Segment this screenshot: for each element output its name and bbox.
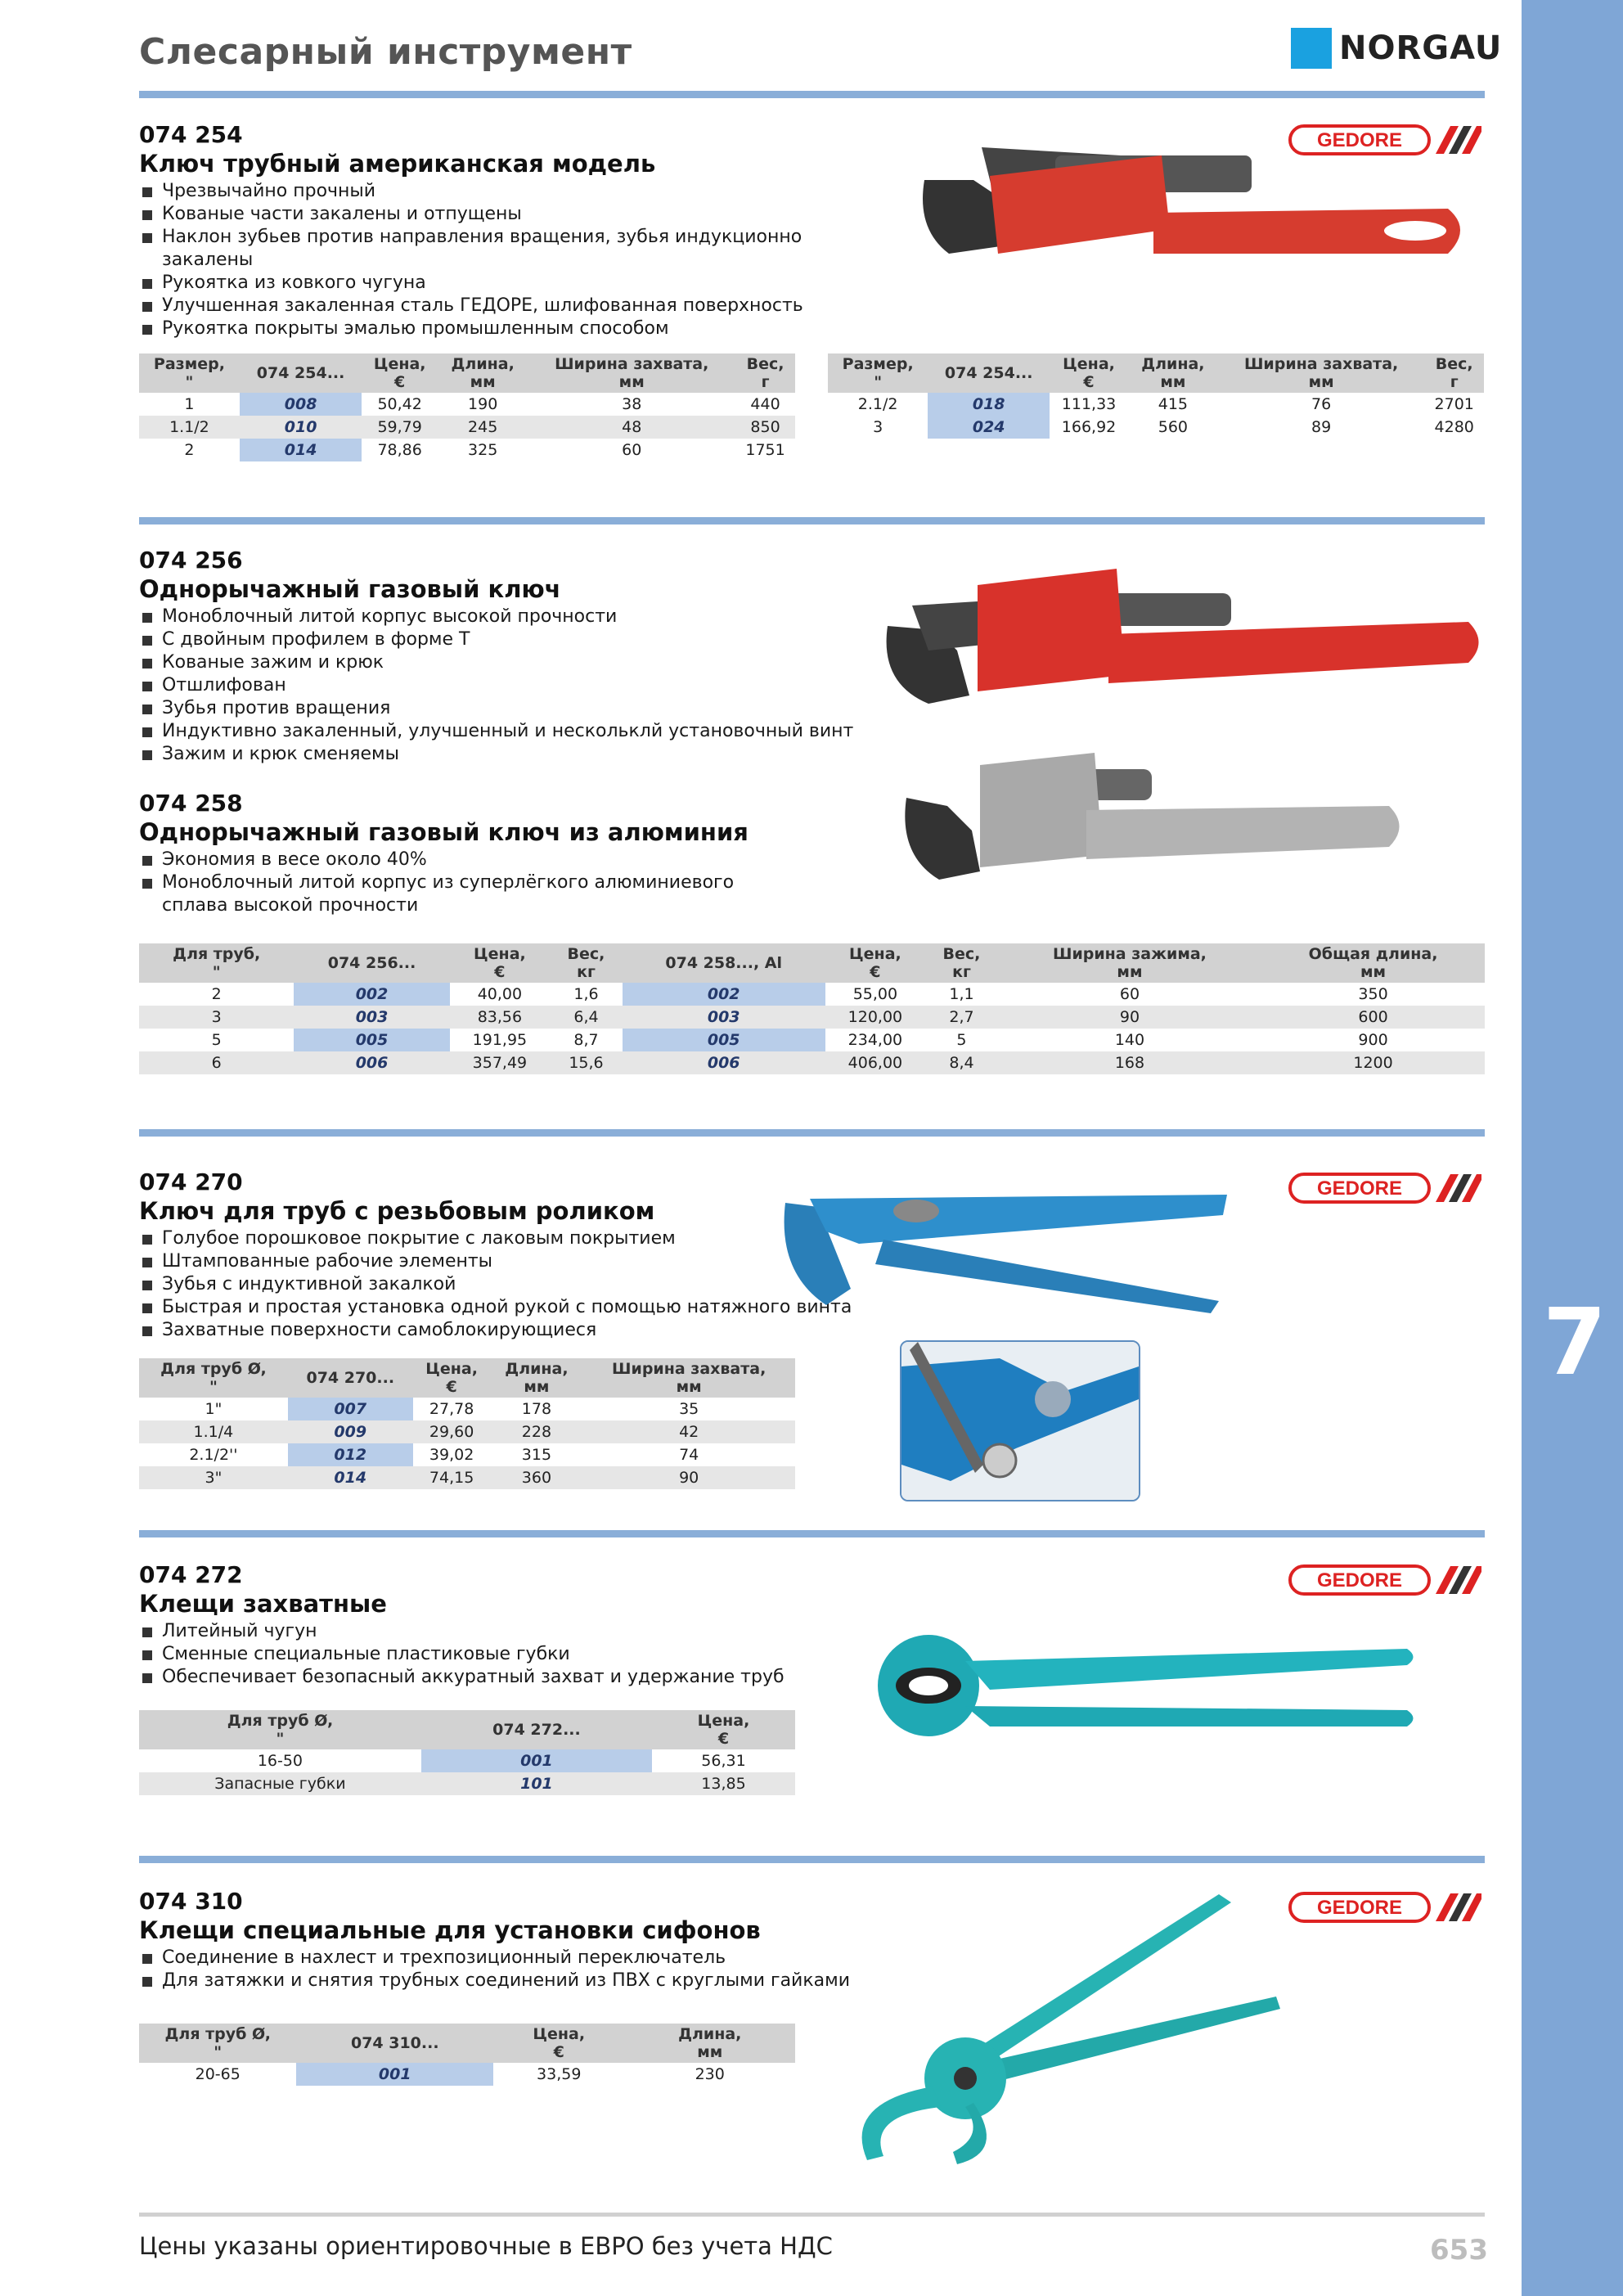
product-name: Ключ трубный американская модель [139, 150, 656, 178]
table-cell: 600 [1261, 1006, 1485, 1029]
table-cell: 39,02 [429, 1446, 474, 1464]
table-cell: 13,85 [652, 1772, 795, 1795]
table-cell: € [1083, 373, 1095, 391]
product-name: Однорычажный газовый ключ [139, 575, 561, 603]
article-number-cell: 010 [240, 416, 362, 439]
column-header [491, 1358, 583, 1398]
article-number-cell: 005 [623, 1029, 825, 1051]
table-cell: 8,7 [573, 1031, 599, 1049]
section-divider [139, 1530, 1485, 1537]
product-name: Клещи захватные [139, 1590, 387, 1618]
column-header: 074 272... [421, 1710, 652, 1749]
table-cell: кг [577, 963, 596, 981]
column-header [1424, 353, 1484, 393]
feature-item: Моноблочный литой корпус из суперлёгкого алюминиевого сплава высокой прочности [139, 871, 761, 917]
table-cell: 1.1/4 [139, 1420, 288, 1443]
table-row [139, 1029, 1485, 1051]
column-header: 074 310... [296, 2024, 493, 2063]
article-number-cell: 006 [623, 1051, 825, 1074]
table-cell: 191,95 [472, 1031, 528, 1049]
table-cell: Для труб Ø, [164, 2025, 271, 2043]
table-cell: мм [697, 2043, 723, 2061]
table-cell: мм [676, 1378, 702, 1396]
article-number-cell: 012 [288, 1443, 413, 1466]
table-cell: € [870, 963, 881, 981]
column-header [438, 353, 528, 393]
feature-item: Наклон зубьев против направления вращения, зубья индукционно закалены [139, 226, 875, 272]
article-number-cell: 008 [240, 393, 362, 416]
column-header [825, 943, 926, 983]
spec-table-074270 [139, 1358, 795, 1489]
norgau-logo: NORGAU [1339, 29, 1503, 67]
product-code: 074 310 [139, 1888, 243, 1915]
gedore-logo [1288, 1172, 1481, 1204]
feature-item: Рукоятка покрыты эмалью промышленным способом [139, 317, 875, 340]
article-number-cell: 003 [294, 1006, 449, 1029]
table-cell: 415 [1158, 395, 1188, 413]
table-cell: 20-65 [195, 2065, 241, 2083]
table-cell: мм [1308, 373, 1334, 391]
feature-list [139, 1947, 875, 1992]
table-cell: 27,78 [429, 1400, 474, 1418]
chapter-sidebar [1522, 0, 1623, 2296]
table-cell: 89 [1311, 418, 1332, 436]
table-cell: " [874, 373, 883, 391]
table-cell: Размер, [153, 355, 225, 373]
feature-item: Экономия в весе около 40% [139, 849, 761, 871]
red-pipe-wrench-image [908, 131, 1464, 295]
column-header [652, 1710, 795, 1749]
section-divider [139, 1129, 1485, 1137]
article-number-cell: 018 [928, 393, 1050, 416]
table-cell: 55,00 [852, 985, 898, 1003]
column-header [828, 353, 928, 393]
article-number-cell: 003 [623, 1006, 825, 1029]
table-cell: 2 [184, 441, 195, 459]
article-number-cell: 007 [288, 1398, 413, 1420]
table-row [139, 1443, 795, 1466]
table-cell: Ширина зажима, [1052, 945, 1207, 963]
feature-item: Улучшенная закаленная сталь ГЕДОРЕ, шлифованная поверхность [139, 295, 875, 317]
table-row [139, 1420, 795, 1443]
feature-item: Отшлифован [139, 674, 875, 697]
feature-list [139, 1620, 875, 1689]
table-cell: 90 [582, 1466, 795, 1489]
section-divider [139, 517, 1485, 524]
table-cell: 33,59 [537, 2065, 582, 2083]
table-cell: 357,49 [450, 1051, 551, 1074]
product-name: Однорычажный газовый ключ из алюминия [139, 818, 749, 846]
table-row [139, 1749, 795, 1772]
feature-item: Соединение в нахлест и трехпозиционный переключатель [139, 1947, 875, 1970]
table-row [139, 983, 1485, 1006]
table-row [828, 416, 1484, 439]
table-row [139, 439, 795, 461]
table-cell: Для труб Ø, [160, 1360, 267, 1378]
table-cell: 560 [1158, 418, 1188, 436]
table-cell: Длина, [1141, 355, 1205, 373]
table-cell: " [212, 963, 221, 981]
table-cell: 16-50 [257, 1752, 303, 1770]
price-note: Цены указаны ориентировочные в ЕВРО без учета НДС [139, 2232, 833, 2260]
feature-item: Зажим и крюк сменяемы [139, 743, 875, 766]
table-cell: Ширина захвата, [555, 355, 709, 373]
table-cell: 360 [491, 1466, 583, 1489]
table-cell: Цена, [474, 945, 526, 963]
grip-pliers-image [867, 1624, 1415, 1747]
article-number-cell: 014 [240, 439, 362, 461]
column-header [413, 1358, 491, 1398]
table-cell: Ширина захвата, [612, 1360, 767, 1378]
column-header [925, 943, 998, 983]
article-number-cell: 014 [288, 1466, 413, 1489]
column-header [998, 943, 1261, 983]
table-cell: 38 [622, 395, 642, 413]
article-number-cell: 009 [288, 1420, 413, 1443]
column-header [1128, 353, 1218, 393]
table-cell: 2,7 [925, 1006, 998, 1029]
table-cell: Цена, [533, 2025, 586, 2043]
column-header [735, 353, 795, 393]
table-cell: 42 [582, 1420, 795, 1443]
table-cell: Цена, [373, 355, 426, 373]
table-cell: " [276, 1730, 285, 1748]
feature-list [139, 180, 875, 340]
table-cell: 5 [956, 1031, 967, 1049]
column-header [139, 1358, 288, 1398]
detail-photo [900, 1340, 1140, 1501]
table-cell: 4280 [1434, 418, 1474, 436]
gedore-logo-text: GEDORE [1316, 1897, 1403, 1919]
feature-item: Обеспечивает безопасный аккуратный захват и удержание труб [139, 1666, 875, 1689]
table-cell: 1751 [745, 441, 785, 459]
article-number-cell: 024 [928, 416, 1050, 439]
article-number-cell: 001 [421, 1749, 652, 1772]
wrench-jaw-detail-image [901, 1342, 1139, 1500]
table-cell: 2701 [1434, 395, 1474, 413]
product-code: 074 256 [139, 547, 243, 574]
article-number-cell: 002 [623, 983, 825, 1006]
table-cell: 120,00 [825, 1006, 926, 1029]
product-code: 074 272 [139, 1561, 243, 1588]
table-cell: Общая длина, [1308, 945, 1438, 963]
column-header: 074 254... [240, 353, 362, 393]
feature-item: Индуктивно закаленный, улучшенный и нескольклй установочный винт [139, 720, 875, 743]
table-cell: 5 [211, 1031, 222, 1049]
product-code: 074 270 [139, 1168, 243, 1195]
table-cell: кг [952, 963, 971, 981]
table-cell: 315 [521, 1446, 552, 1464]
spec-table-074254-b [828, 353, 1484, 439]
table-cell: 166,92 [1061, 418, 1117, 436]
spec-table-074254-a [139, 353, 795, 461]
feature-item: Штампованные рабочие элементы [139, 1250, 875, 1273]
table-cell: Ширина захвата, [1243, 355, 1399, 373]
table-row [139, 416, 795, 439]
table-cell: Цена, [1063, 355, 1115, 373]
table-cell: 29,60 [413, 1420, 491, 1443]
gedore-logo [1288, 1891, 1481, 1924]
table-cell: Длина, [451, 355, 515, 373]
table-cell: 1200 [1261, 1051, 1485, 1074]
table-cell: 1 [184, 395, 195, 413]
table-cell: 74,15 [413, 1466, 491, 1489]
aluminum-gas-wrench-image [898, 749, 1405, 888]
column-header [1050, 353, 1128, 393]
column-header [493, 2024, 624, 2063]
product-code: 074 258 [139, 790, 243, 817]
column-header [624, 2024, 795, 2063]
table-cell: 230 [695, 2065, 725, 2083]
feature-item: С двойным профилем в форме Т [139, 628, 875, 651]
table-cell: € [494, 963, 506, 981]
table-cell: г [1450, 373, 1459, 391]
table-cell: € [446, 1378, 457, 1396]
table-cell: Длина, [505, 1360, 569, 1378]
page-title: Слесарный инструмент [139, 31, 632, 73]
column-header [139, 1710, 421, 1749]
table-cell: 90 [998, 1006, 1261, 1029]
table-cell: " [209, 1378, 218, 1396]
column-header: 074 270... [288, 1358, 413, 1398]
article-number-cell: 005 [294, 1029, 449, 1051]
feature-item: Зубья против вращения [139, 697, 875, 720]
table-row [139, 1398, 795, 1420]
table-cell: 6,4 [550, 1006, 623, 1029]
column-header [1218, 353, 1425, 393]
table-cell: Запасные губки [139, 1772, 421, 1795]
red-gas-wrench-image [879, 560, 1485, 712]
column-header [582, 1358, 795, 1398]
norgau-logo-square [1291, 28, 1332, 69]
table-cell: 2.1/2 [857, 395, 898, 413]
table-cell: 15,6 [550, 1051, 623, 1074]
article-number-cell: 006 [294, 1051, 449, 1074]
feature-item: Захватные поверхности самоблокирующиеся [139, 1319, 875, 1342]
feature-list [139, 849, 761, 917]
table-cell: 74 [679, 1446, 699, 1464]
column-header [362, 353, 438, 393]
feature-item: Быстрая и простая установка одной рукой с помощью натяжного винта [139, 1296, 875, 1319]
spec-table-074310 [139, 2024, 795, 2086]
page-number: 653 [1430, 2234, 1488, 2267]
table-cell: 245 [438, 416, 528, 439]
table-cell: 190 [468, 395, 498, 413]
product-name: Ключ для труб с резьбовым роликом [139, 1197, 655, 1225]
article-number-cell: 001 [296, 2063, 493, 2086]
table-cell: Вес, [942, 945, 981, 963]
gedore-logo-text: GEDORE [1316, 129, 1403, 151]
table-cell: 78,86 [377, 441, 422, 459]
feature-item: Для затяжки и снятия трубных соединений из ПВХ с круглыми гайками [139, 1970, 875, 1992]
table-cell: мм [1360, 963, 1387, 981]
table-cell: 900 [1358, 1031, 1388, 1049]
table-cell: 325 [468, 441, 498, 459]
product-name: Клещи специальные для установки сифонов [139, 1916, 761, 1944]
table-cell: 1,1 [949, 985, 974, 1003]
table-cell: € [717, 1730, 730, 1748]
table-cell: Цена, [697, 1712, 750, 1730]
section-divider [139, 91, 1485, 98]
gedore-logo [1288, 1564, 1481, 1596]
table-cell: " [185, 373, 194, 391]
table-cell: 178 [521, 1400, 552, 1418]
spec-table-074272 [139, 1710, 795, 1795]
table-cell: 59,79 [362, 416, 438, 439]
column-header: 074 258..., Al [623, 943, 825, 983]
table-cell: € [553, 2043, 564, 2061]
table-cell: 2.1/2'' [189, 1446, 238, 1464]
table-cell: мм [1160, 373, 1186, 391]
table-cell: 440 [750, 395, 780, 413]
feature-item: Рукоятка из ковкого чугуна [139, 272, 875, 295]
table-cell: 111,33 [1061, 395, 1117, 413]
table-cell: Вес, [746, 355, 785, 373]
table-cell: 1.1/2 [139, 416, 240, 439]
table-row [828, 393, 1484, 416]
column-header [528, 353, 735, 393]
blue-pipe-wrench-image [777, 1182, 1235, 1313]
article-number-cell: 002 [294, 983, 449, 1006]
table-cell: мм [1117, 963, 1143, 981]
feature-item: Моноблочный литой корпус высокой прочности [139, 606, 875, 628]
column-header [139, 2024, 296, 2063]
table-cell: 60 [622, 441, 642, 459]
table-cell: 40,00 [477, 985, 523, 1003]
table-cell: 60 [1119, 985, 1140, 1003]
table-cell: 48 [528, 416, 735, 439]
column-header: 074 254... [928, 353, 1050, 393]
column-header [1261, 943, 1485, 983]
table-cell: 234,00 [847, 1031, 903, 1049]
table-cell: 168 [998, 1051, 1261, 1074]
table-cell: 50,42 [377, 395, 422, 413]
table-cell: Размер, [842, 355, 914, 373]
siphon-pliers-image [843, 1890, 1301, 2168]
table-row [139, 2063, 795, 2086]
table-cell: " [214, 2043, 223, 2061]
table-cell: 8,4 [925, 1051, 998, 1074]
feature-item: Литейный чугун [139, 1620, 875, 1643]
table-cell: Вес, [567, 945, 605, 963]
chapter-number: 7 [1543, 1290, 1607, 1396]
table-cell: мм [618, 373, 645, 391]
table-cell: 3 [139, 1006, 294, 1029]
footer-divider [139, 2213, 1485, 2217]
feature-item: Кованые зажим и крюк [139, 651, 875, 674]
feature-list [139, 1227, 875, 1342]
gedore-logo-text: GEDORE [1316, 1569, 1403, 1591]
product-code: 074 254 [139, 121, 243, 148]
column-header [139, 943, 294, 983]
table-cell: 76 [1311, 395, 1332, 413]
table-cell: 3" [139, 1466, 288, 1489]
table-cell: Длина, [678, 2025, 742, 2043]
table-cell: 1" [205, 1400, 223, 1418]
table-cell: 350 [1358, 985, 1388, 1003]
table-cell: 228 [491, 1420, 583, 1443]
table-cell: 6 [139, 1051, 294, 1074]
table-cell: 35 [679, 1400, 699, 1418]
feature-item: Чрезвычайно прочный [139, 180, 875, 203]
column-header [139, 353, 240, 393]
table-row [139, 1051, 1485, 1074]
table-cell: Для труб Ø, [227, 1712, 334, 1730]
table-cell: 1,6 [573, 985, 599, 1003]
table-row [139, 1772, 795, 1795]
feature-item: Сменные специальные пластиковые губки [139, 1643, 875, 1666]
feature-item: Зубья с индуктивной закалкой [139, 1273, 875, 1296]
table-cell: мм [524, 1378, 550, 1396]
table-cell: Для труб, [173, 945, 261, 963]
feature-item: Голубое порошковое покрытие с лаковым покрытием [139, 1227, 875, 1250]
table-cell: 406,00 [825, 1051, 926, 1074]
table-cell: 2 [211, 985, 222, 1003]
table-cell: 850 [735, 416, 795, 439]
table-cell: Цена, [425, 1360, 478, 1378]
table-cell: € [394, 373, 406, 391]
table-cell: 83,56 [450, 1006, 551, 1029]
table-cell: 140 [1114, 1031, 1145, 1049]
table-cell: г [761, 373, 770, 391]
feature-list [139, 606, 875, 766]
column-header [450, 943, 551, 983]
table-row [139, 1466, 795, 1489]
table-cell: мм [470, 373, 496, 391]
article-number-cell: 101 [421, 1772, 652, 1795]
feature-item: Кованые части закалены и отпущены [139, 203, 875, 226]
spec-table-074256-258 [139, 943, 1485, 1074]
column-header: 074 256... [294, 943, 449, 983]
table-cell: 3 [873, 418, 883, 436]
table-cell: Цена, [849, 945, 901, 963]
section-divider [139, 1856, 1485, 1863]
table-row [139, 1006, 1485, 1029]
table-cell: Вес, [1435, 355, 1473, 373]
gedore-logo-text: GEDORE [1316, 1177, 1403, 1200]
table-row [139, 393, 795, 416]
table-cell: 56,31 [701, 1752, 746, 1770]
column-header [550, 943, 623, 983]
